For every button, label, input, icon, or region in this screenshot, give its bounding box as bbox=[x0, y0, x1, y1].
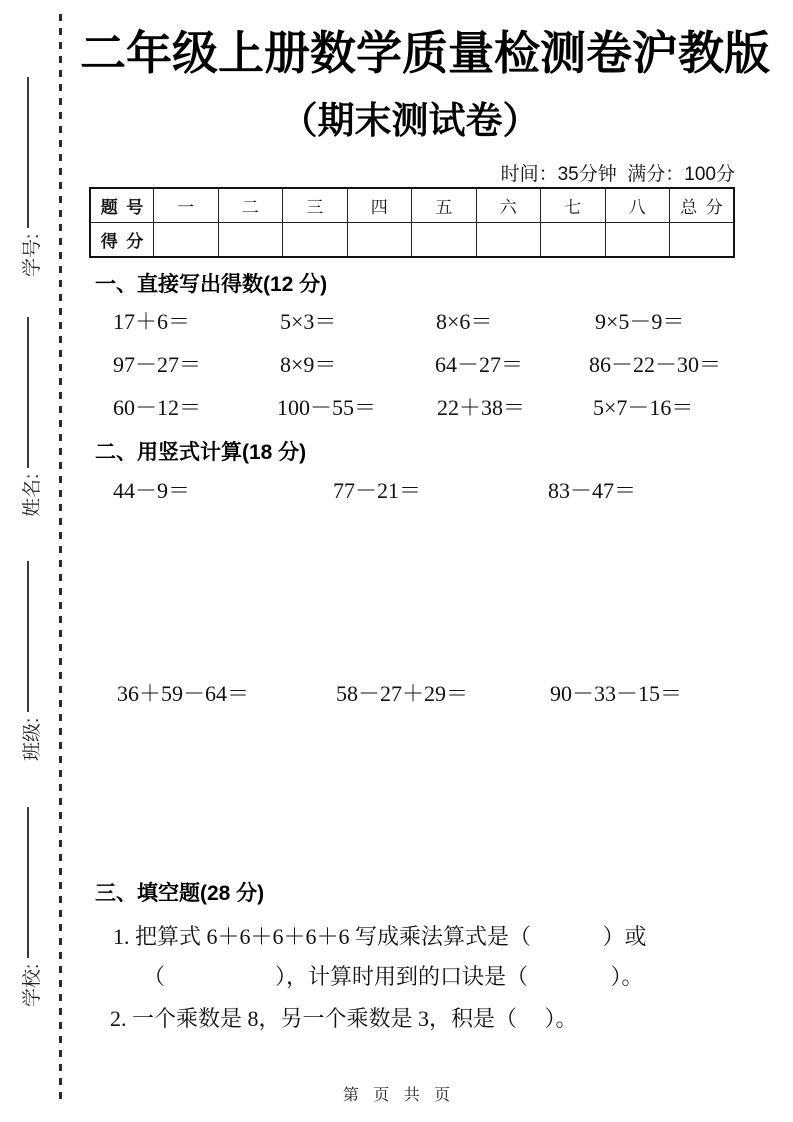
school-label: 学校: bbox=[21, 963, 43, 1007]
math-problem: 97－27＝ bbox=[113, 352, 202, 377]
score-table-header-row bbox=[90, 188, 734, 223]
score-cell bbox=[218, 223, 283, 258]
school-fill-line bbox=[27, 807, 29, 958]
name-label: 姓名: bbox=[21, 473, 43, 517]
math-problem: 8×9＝ bbox=[280, 352, 337, 377]
column-header: 三 bbox=[283, 188, 348, 223]
class-field bbox=[17, 561, 43, 761]
math-problem: 22＋38＝ bbox=[437, 395, 526, 420]
problem-row bbox=[85, 305, 765, 335]
margin-dashed-line bbox=[59, 14, 62, 1106]
page-footer: 第 页 共 页 bbox=[342, 1087, 451, 1104]
class-fill-line bbox=[27, 561, 29, 712]
fill-blank-question-1-line-2: （ ），计算时用到的口诀是（ ）。 bbox=[143, 964, 644, 989]
column-header: 二 bbox=[218, 188, 283, 223]
score-cell bbox=[412, 223, 477, 258]
score-cell bbox=[476, 223, 541, 258]
math-problem: 77－21＝ bbox=[333, 478, 422, 503]
name-fill-line bbox=[27, 317, 29, 468]
column-header: 四 bbox=[347, 188, 412, 223]
math-problem: 58－27＋29＝ bbox=[336, 681, 469, 706]
math-problem: 83－47＝ bbox=[548, 478, 637, 503]
math-problem: 5×3＝ bbox=[280, 309, 337, 334]
column-header: 一 bbox=[154, 188, 219, 223]
score-cell bbox=[605, 223, 670, 258]
student-number-field bbox=[17, 77, 43, 277]
page-title: 二年级上册数学质量检测卷沪教版 bbox=[80, 27, 770, 79]
math-problem: 9×5－9＝ bbox=[595, 309, 685, 334]
fill-blank-question-2: 2. 一个乘数是 8，另一个乘数是 3，积是（ ）。 bbox=[110, 1006, 578, 1031]
math-problem: 5×7－16＝ bbox=[593, 395, 694, 420]
math-problem: 44－9＝ bbox=[113, 478, 191, 503]
score-cell bbox=[670, 223, 735, 258]
score-cell bbox=[541, 223, 606, 258]
column-header: 八 bbox=[605, 188, 670, 223]
column-header: 七 bbox=[541, 188, 606, 223]
math-problem: 90－33－15＝ bbox=[550, 681, 683, 706]
problem-row bbox=[85, 677, 765, 707]
math-problem: 86－22－30＝ bbox=[589, 352, 722, 377]
name-field bbox=[17, 317, 43, 517]
column-header: 六 bbox=[476, 188, 541, 223]
math-problem: 36＋59－64＝ bbox=[117, 681, 250, 706]
school-field bbox=[17, 807, 43, 1007]
problem-row bbox=[85, 474, 765, 504]
section-3-heading: 三、填空题(28 分) bbox=[95, 882, 265, 905]
problem-row bbox=[85, 391, 765, 421]
section-2-heading: 二、用竖式计算(18 分) bbox=[95, 441, 307, 464]
question-number-label: 题 号 bbox=[90, 188, 154, 223]
time-score-info: 时间：35分钟 满分：100分 bbox=[500, 164, 735, 185]
math-problem: 8×6＝ bbox=[436, 309, 493, 334]
math-problem: 100－55＝ bbox=[277, 395, 377, 420]
page-subtitle: （期末测试卷） bbox=[280, 100, 540, 141]
score-cell bbox=[283, 223, 348, 258]
score-table-score-row bbox=[90, 223, 734, 258]
column-header: 总 分 bbox=[670, 188, 735, 223]
math-problem: 60－12＝ bbox=[113, 395, 202, 420]
student-number-fill-line bbox=[27, 77, 29, 228]
fill-blank-question-1-line-1: 1. 把算式 6＋6＋6＋6＋6 写成乘法算式是（ ）或 bbox=[113, 924, 647, 949]
score-cell bbox=[154, 223, 219, 258]
score-cell bbox=[347, 223, 412, 258]
class-label: 班级: bbox=[21, 717, 43, 761]
column-header: 五 bbox=[412, 188, 477, 223]
math-problem: 64－27＝ bbox=[435, 352, 524, 377]
score-table bbox=[89, 187, 735, 258]
problem-row bbox=[85, 348, 765, 378]
section-1-heading: 一、直接写出得数(12 分) bbox=[95, 273, 328, 296]
math-problem: 17＋6＝ bbox=[113, 309, 191, 334]
student-number-label: 学号: bbox=[21, 233, 43, 277]
score-label: 得 分 bbox=[90, 223, 154, 258]
